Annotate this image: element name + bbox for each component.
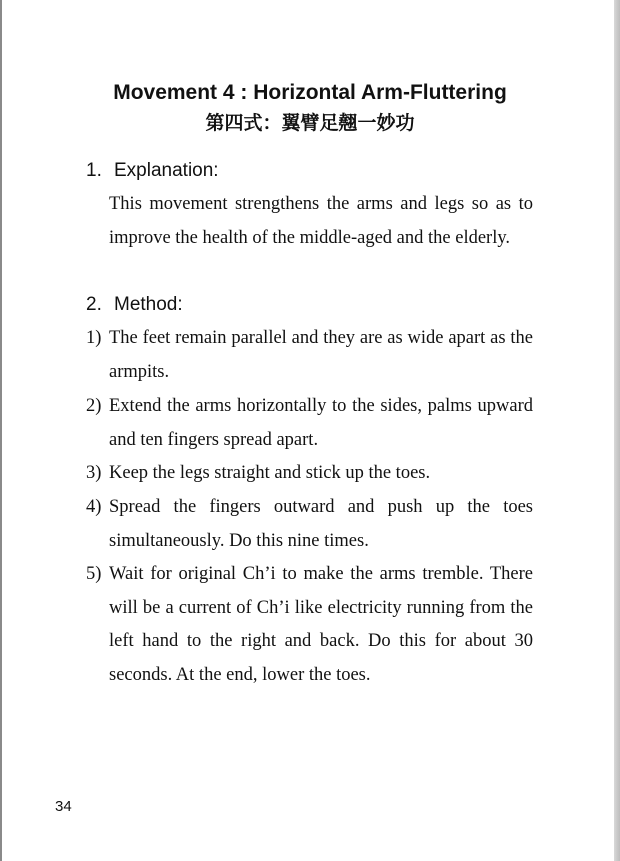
page-number: 34 bbox=[55, 798, 72, 815]
method-step-1 bbox=[86, 322, 533, 389]
section-number: 1. bbox=[86, 160, 102, 181]
page-title: Movement 4 : Horizontal Arm-Fluttering bbox=[113, 81, 507, 104]
step-marker: 5) bbox=[86, 564, 102, 584]
step-marker: 4) bbox=[86, 497, 102, 517]
explanation-paragraph: This movement strengthens the arms and legs so as to improve the health of the middle-aged and the elderly. bbox=[109, 194, 533, 248]
step-text: Keep the legs straight and stick up the toes. bbox=[109, 463, 431, 483]
step-marker: 1) bbox=[86, 328, 102, 348]
step-text: Wait for original Ch’i to make the arms tremble. There will be a current of Ch’i like electricity running from the left hand to the right and back. Do this for about 30 seconds. At the end, lower the toes. bbox=[109, 564, 533, 685]
section-heading-label: Explanation: bbox=[114, 160, 219, 181]
section-number: 2. bbox=[86, 294, 102, 315]
method-step-3 bbox=[86, 457, 533, 491]
step-text: Extend the arms horizontally to the sides, palms upward and ten fingers spread apart. bbox=[109, 396, 533, 450]
step-marker: 2) bbox=[86, 396, 102, 416]
section-heading-method bbox=[86, 293, 183, 317]
step-marker: 3) bbox=[86, 463, 102, 483]
method-step-2 bbox=[86, 390, 533, 457]
step-text: Spread the fingers outward and push up the toes simultaneously. Do this nine times. bbox=[109, 497, 533, 551]
step-text: The feet remain parallel and they are as wide apart as the armpits. bbox=[109, 328, 533, 382]
method-step-5 bbox=[86, 558, 533, 692]
section-heading-label: Method: bbox=[114, 294, 183, 315]
section-heading-explanation bbox=[86, 159, 219, 183]
method-step-4 bbox=[86, 491, 533, 558]
page-subtitle-chinese: 第四式：翼臂足翹一妙功 bbox=[205, 112, 415, 134]
